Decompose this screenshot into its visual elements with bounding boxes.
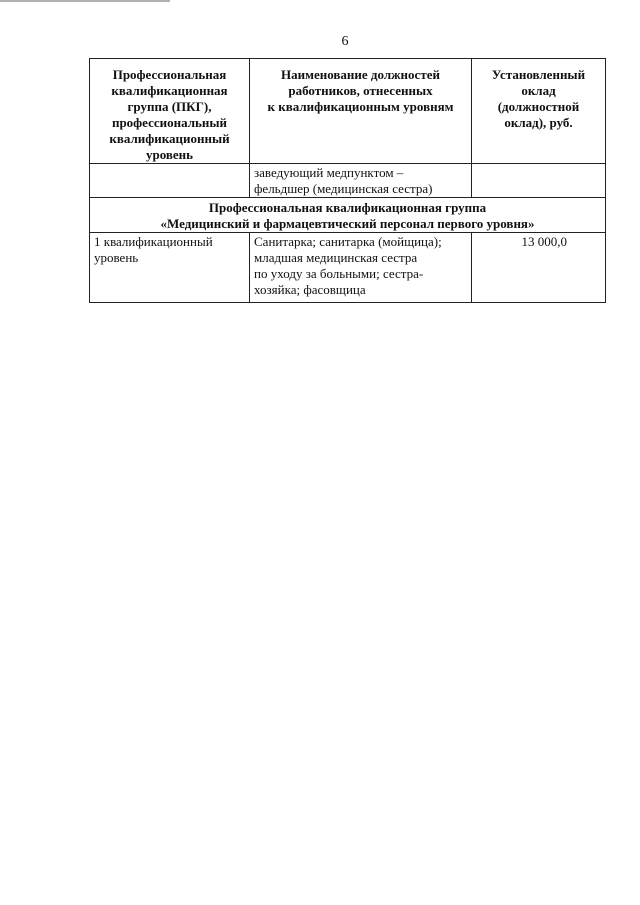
level-line: 1 квалификационный [94, 234, 213, 249]
table-header-row [90, 59, 606, 164]
header-line: профессиональный [111, 115, 228, 130]
header-line: Наименование должностей [281, 67, 440, 82]
header-line: квалификационная [111, 83, 228, 98]
position-line: заведующий медпунктом – [254, 165, 404, 180]
group-title-line: Профессиональная квалификационная группа [208, 200, 487, 215]
header-line: Профессиональная [112, 67, 227, 82]
scan-edge-mark [0, 0, 170, 2]
cell-level [90, 233, 250, 303]
header-line: уровень [145, 147, 194, 162]
cell-positions [250, 233, 472, 303]
cell-salary [472, 164, 606, 198]
header-line: оклад [521, 83, 556, 98]
page-number: 6 [341, 34, 349, 49]
header-line: квалификационный [109, 131, 230, 146]
level-line: уровень [94, 250, 139, 265]
table-row-continuation [90, 164, 606, 198]
header-line: Установленный [491, 67, 586, 82]
header-salary [472, 59, 606, 164]
position-line: фельдшер (медицинская сестра) [254, 181, 433, 196]
cell-level [90, 164, 250, 198]
cell-salary: 13 000,0 [472, 233, 606, 303]
position-line: младшая медицинская сестра [254, 250, 418, 265]
header-line: группа (ПКГ), [127, 99, 212, 114]
group-title-line: «Медицинский и фармацевтический персонал первого уровня» [160, 216, 535, 231]
header-pkg-level [90, 59, 250, 164]
position-line: Санитарка; санитарка (мойщица); [254, 234, 442, 249]
position-line: хозяйка; фасовщица [254, 282, 366, 297]
group-title-cell [90, 198, 606, 233]
position-line: по уходу за больными; сестра- [254, 266, 424, 281]
salary-table [89, 58, 606, 303]
header-line: к квалификационным уровням [267, 99, 454, 114]
table-row-group-title [90, 198, 606, 233]
cell-positions [250, 164, 472, 198]
header-line: работников, отнесенных [288, 83, 433, 98]
table-row-level-1 [90, 233, 606, 303]
header-positions [250, 59, 472, 164]
header-line: оклад), руб. [504, 115, 573, 130]
header-line: (должностной [497, 99, 580, 114]
